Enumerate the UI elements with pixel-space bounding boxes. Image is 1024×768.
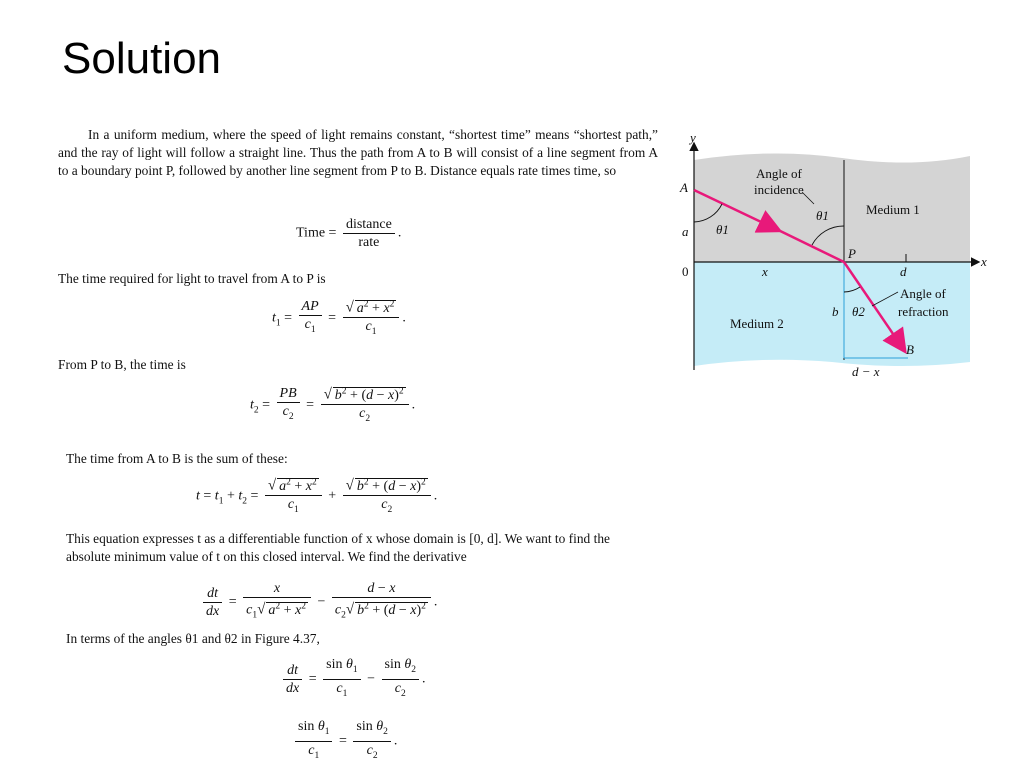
equation-t2: $t_2$ = $\frac{PB}{c_2}$ = $\frac{√ b^2 + (d - x)^2}{c_2}$ . xyxy=(250,383,415,427)
label-A: A xyxy=(680,180,688,195)
label-a: a xyxy=(682,224,689,239)
label-origin: 0 xyxy=(682,264,689,279)
label-d-minus-x: d − x xyxy=(852,364,880,379)
medium1-region xyxy=(694,153,970,262)
refraction-diagram xyxy=(672,130,992,380)
slide-title: Solution xyxy=(62,34,222,83)
label-B: B xyxy=(906,342,914,357)
equation-t-sum: $t = t_1 + t_2$ = $\frac{√ a^2 + x^2}{c_1}$ + $\frac{√ b^2 + (d - x)^2}{c_2}$ . xyxy=(196,474,437,518)
label-x-arrow: x xyxy=(981,254,987,269)
paragraph-a-to-p: The time required for light to travel from A to P is xyxy=(58,271,326,286)
equation-t1: $t_1$ = $\frac{AP}{c_1}$ = $\frac{√ a^2 + x^2}{c_1}$ . xyxy=(272,296,406,340)
paragraph-sum: The time from A to B is the sum of these: xyxy=(66,451,288,466)
label-refraction-1: Angle of xyxy=(900,286,946,301)
label-theta2: θ2 xyxy=(852,304,865,319)
equation-dtdx-sin: $\frac{dt}{dx}$ = $\frac{\sin \theta_1}{c_1}$ − $\frac{\sin \theta_2}{c_2}$ . xyxy=(280,656,426,703)
label-b: b xyxy=(832,304,839,319)
label-x-seg: x xyxy=(762,264,768,279)
paragraph-angles: In terms of the angles θ1 and θ2 in Figure 4.37, xyxy=(66,631,320,646)
label-P: P xyxy=(848,246,856,261)
equation-time: Time = $\frac{\text{distance}}{\text{rate}}$ . xyxy=(296,217,402,250)
label-y: y xyxy=(690,130,696,145)
label-theta1-p: θ1 xyxy=(816,208,829,223)
paragraph-derivative: This equation expresses t as a differentiable function of x whose domain is [0, d]. We want to find the absolute minimum value of t on this closed interval. We find the derivative xyxy=(66,531,610,564)
label-incidence-2: incidence xyxy=(754,182,804,197)
label-medium2: Medium 2 xyxy=(730,316,784,331)
label-medium1: Medium 1 xyxy=(866,202,920,217)
equation-snell: $\frac{\sin \theta_1}{c_1}$ = $\frac{\sin \theta_2}{c_2}$ . xyxy=(292,718,397,765)
paragraph-p-to-b: From P to B, the time is xyxy=(58,357,186,372)
label-refraction-2: refraction xyxy=(898,304,949,319)
equation-dtdx: $\frac{dt}{dx}$ = $\frac{x}{c_1√ a^2 + x^2}$ − $\frac{d - x}{c_2√ b^2 + (d - x)^2}$ . xyxy=(200,580,437,624)
label-incidence-1: Angle of xyxy=(756,166,802,181)
label-d: d xyxy=(900,264,907,279)
label-theta1-a: θ1 xyxy=(716,222,729,237)
intro-paragraph: In a uniform medium, where the speed of light remains constant, “shortest time” means “shortest path,” and the ray of light will follow a straight line. Thus the path from A to B will consist of a line segment from A to a boundary point P, followed by another line segment from P to B. Distance equals rate times time, so xyxy=(58,127,658,178)
